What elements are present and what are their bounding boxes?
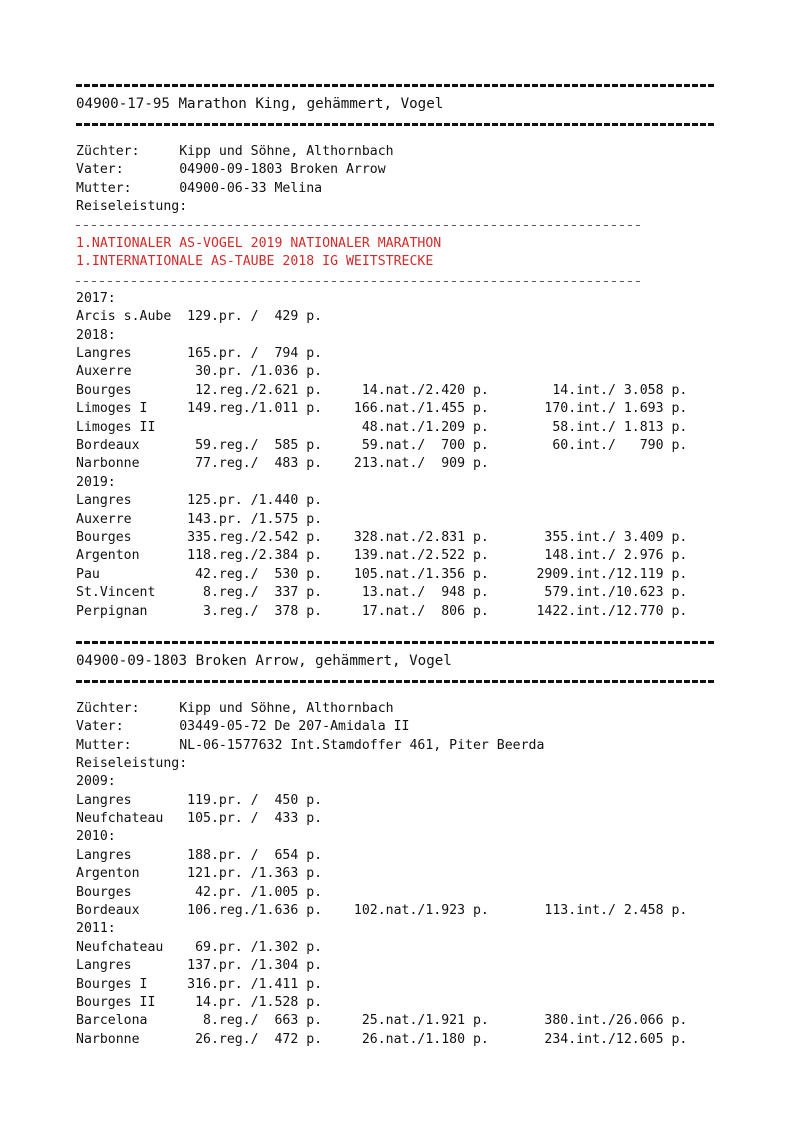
breeder-line: Züchter: Kipp und Söhne, Althornbach (76, 700, 394, 716)
result-line: 2019: (76, 474, 116, 490)
breeder-line: Züchter: Kipp und Söhne, Althornbach (76, 143, 394, 159)
result-line: Narbonne 26.reg./ 472 p. 26.nat./1.180 p. 234.int./12.605 p. (76, 1031, 688, 1047)
pedigree-heading: 04900-17-95 Marathon King, gehämmert, Vogel (76, 96, 444, 113)
result-line: Narbonne 77.reg./ 483 p. 213.nat./ 909 p. (76, 456, 489, 472)
result-line: Auxerre 30.pr. /1.036 p. (76, 364, 323, 380)
result-line: Argenton 121.pr. /1.363 p. (76, 866, 323, 882)
result-line: Argenton 118.reg./2.384 p. 139.nat./2.522 p. 148.int./ 2.976 p. (76, 548, 688, 564)
pedigree-section-2 (76, 633, 736, 1049)
dashed-rule (76, 272, 736, 290)
result-line: 2010: (76, 829, 116, 845)
result-line: 2018: (76, 327, 116, 343)
result-line: Bourges 12.reg./2.621 p. 14.nat./2.420 p. 14.int./ 3.058 p. (76, 382, 688, 398)
result-line: Barcelona 8.reg./ 663 p. 25.nat./1.921 p. 380.int./26.066 p. (76, 1013, 688, 1029)
result-line: Bourges II 14.pr. /1.528 p. (76, 994, 323, 1010)
result-line: Bourges 42.pr. /1.005 p. (76, 884, 323, 900)
result-line: Limoges I 149.reg./1.011 p. 166.nat./1.455 p. 170.int./ 1.693 p. (76, 401, 688, 417)
result-line: Perpignan 3.reg./ 378 p. 17.nat./ 806 p. 1422.int./12.770 p. (76, 603, 688, 619)
dashed-rule (76, 216, 736, 234)
result-line: St.Vincent 8.reg./ 337 p. 13.nat./ 948 p. 579.int./10.623 p. (76, 585, 688, 601)
father-line: Vater: 03449-05-72 De 207-Amidala II (76, 719, 410, 735)
result-line: Pau 42.reg./ 530 p. 105.nat./1.356 p. 2909.int./12.119 p. (76, 566, 688, 582)
double-rule (76, 76, 736, 94)
pedigree-document (76, 76, 736, 1049)
father-line: Vater: 04900-09-1803 Broken Arrow (76, 162, 386, 178)
performance-label: Reiseleistung: (76, 755, 188, 771)
result-line: Langres 119.pr. / 450 p. (76, 792, 323, 808)
result-line: Langres 165.pr. / 794 p. (76, 346, 323, 362)
result-line: Langres 137.pr. /1.304 p. (76, 958, 323, 974)
result-line: Neufchateau 105.pr. / 433 p. (76, 811, 323, 827)
result-line: Arcis s.Aube 129.pr. / 429 p. (76, 309, 323, 325)
result-line: 2017: (76, 290, 116, 306)
result-line: 2009: (76, 774, 116, 790)
result-line: Bourges I 316.pr. /1.411 p. (76, 976, 323, 992)
double-rule (76, 672, 736, 690)
pedigree-section-1 (76, 76, 736, 621)
result-line: Langres 188.pr. / 654 p. (76, 847, 323, 863)
mother-line: Mutter: NL-06-1577632 Int.Stamdoffer 461, Piter Beerda (76, 737, 545, 753)
result-line: Neufchateau 69.pr. /1.302 p. (76, 939, 323, 955)
result-line: Limoges II 48.nat./1.209 p. 58.int./ 1.813 p. (76, 419, 688, 435)
award-line: 1.NATIONALER AS-VOGEL 2019 NATIONALER MARATHON (76, 235, 442, 251)
award-line: 1.INTERNATIONALE AS-TAUBE 2018 IG WEITSTRECKE (76, 254, 434, 270)
mother-line: Mutter: 04900-06-33 Melina (76, 180, 323, 196)
result-line: Langres 125.pr. /1.440 p. (76, 493, 323, 509)
double-rule (76, 633, 736, 651)
pedigree-heading: 04900-09-1803 Broken Arrow, gehämmert, Vogel (76, 653, 452, 670)
result-line: Bordeaux 106.reg./1.636 p. 102.nat./1.923 p. 113.int./ 2.458 p. (76, 903, 688, 919)
result-line: Auxerre 143.pr. /1.575 p. (76, 511, 323, 527)
result-line: 2011: (76, 921, 116, 937)
double-rule (76, 115, 736, 133)
result-line: Bourges 335.reg./2.542 p. 328.nat./2.831 p. 355.int./ 3.409 p. (76, 529, 688, 545)
performance-label: Reiseleistung: (76, 198, 188, 214)
result-line: Bordeaux 59.reg./ 585 p. 59.nat./ 700 p. 60.int./ 790 p. (76, 438, 688, 454)
